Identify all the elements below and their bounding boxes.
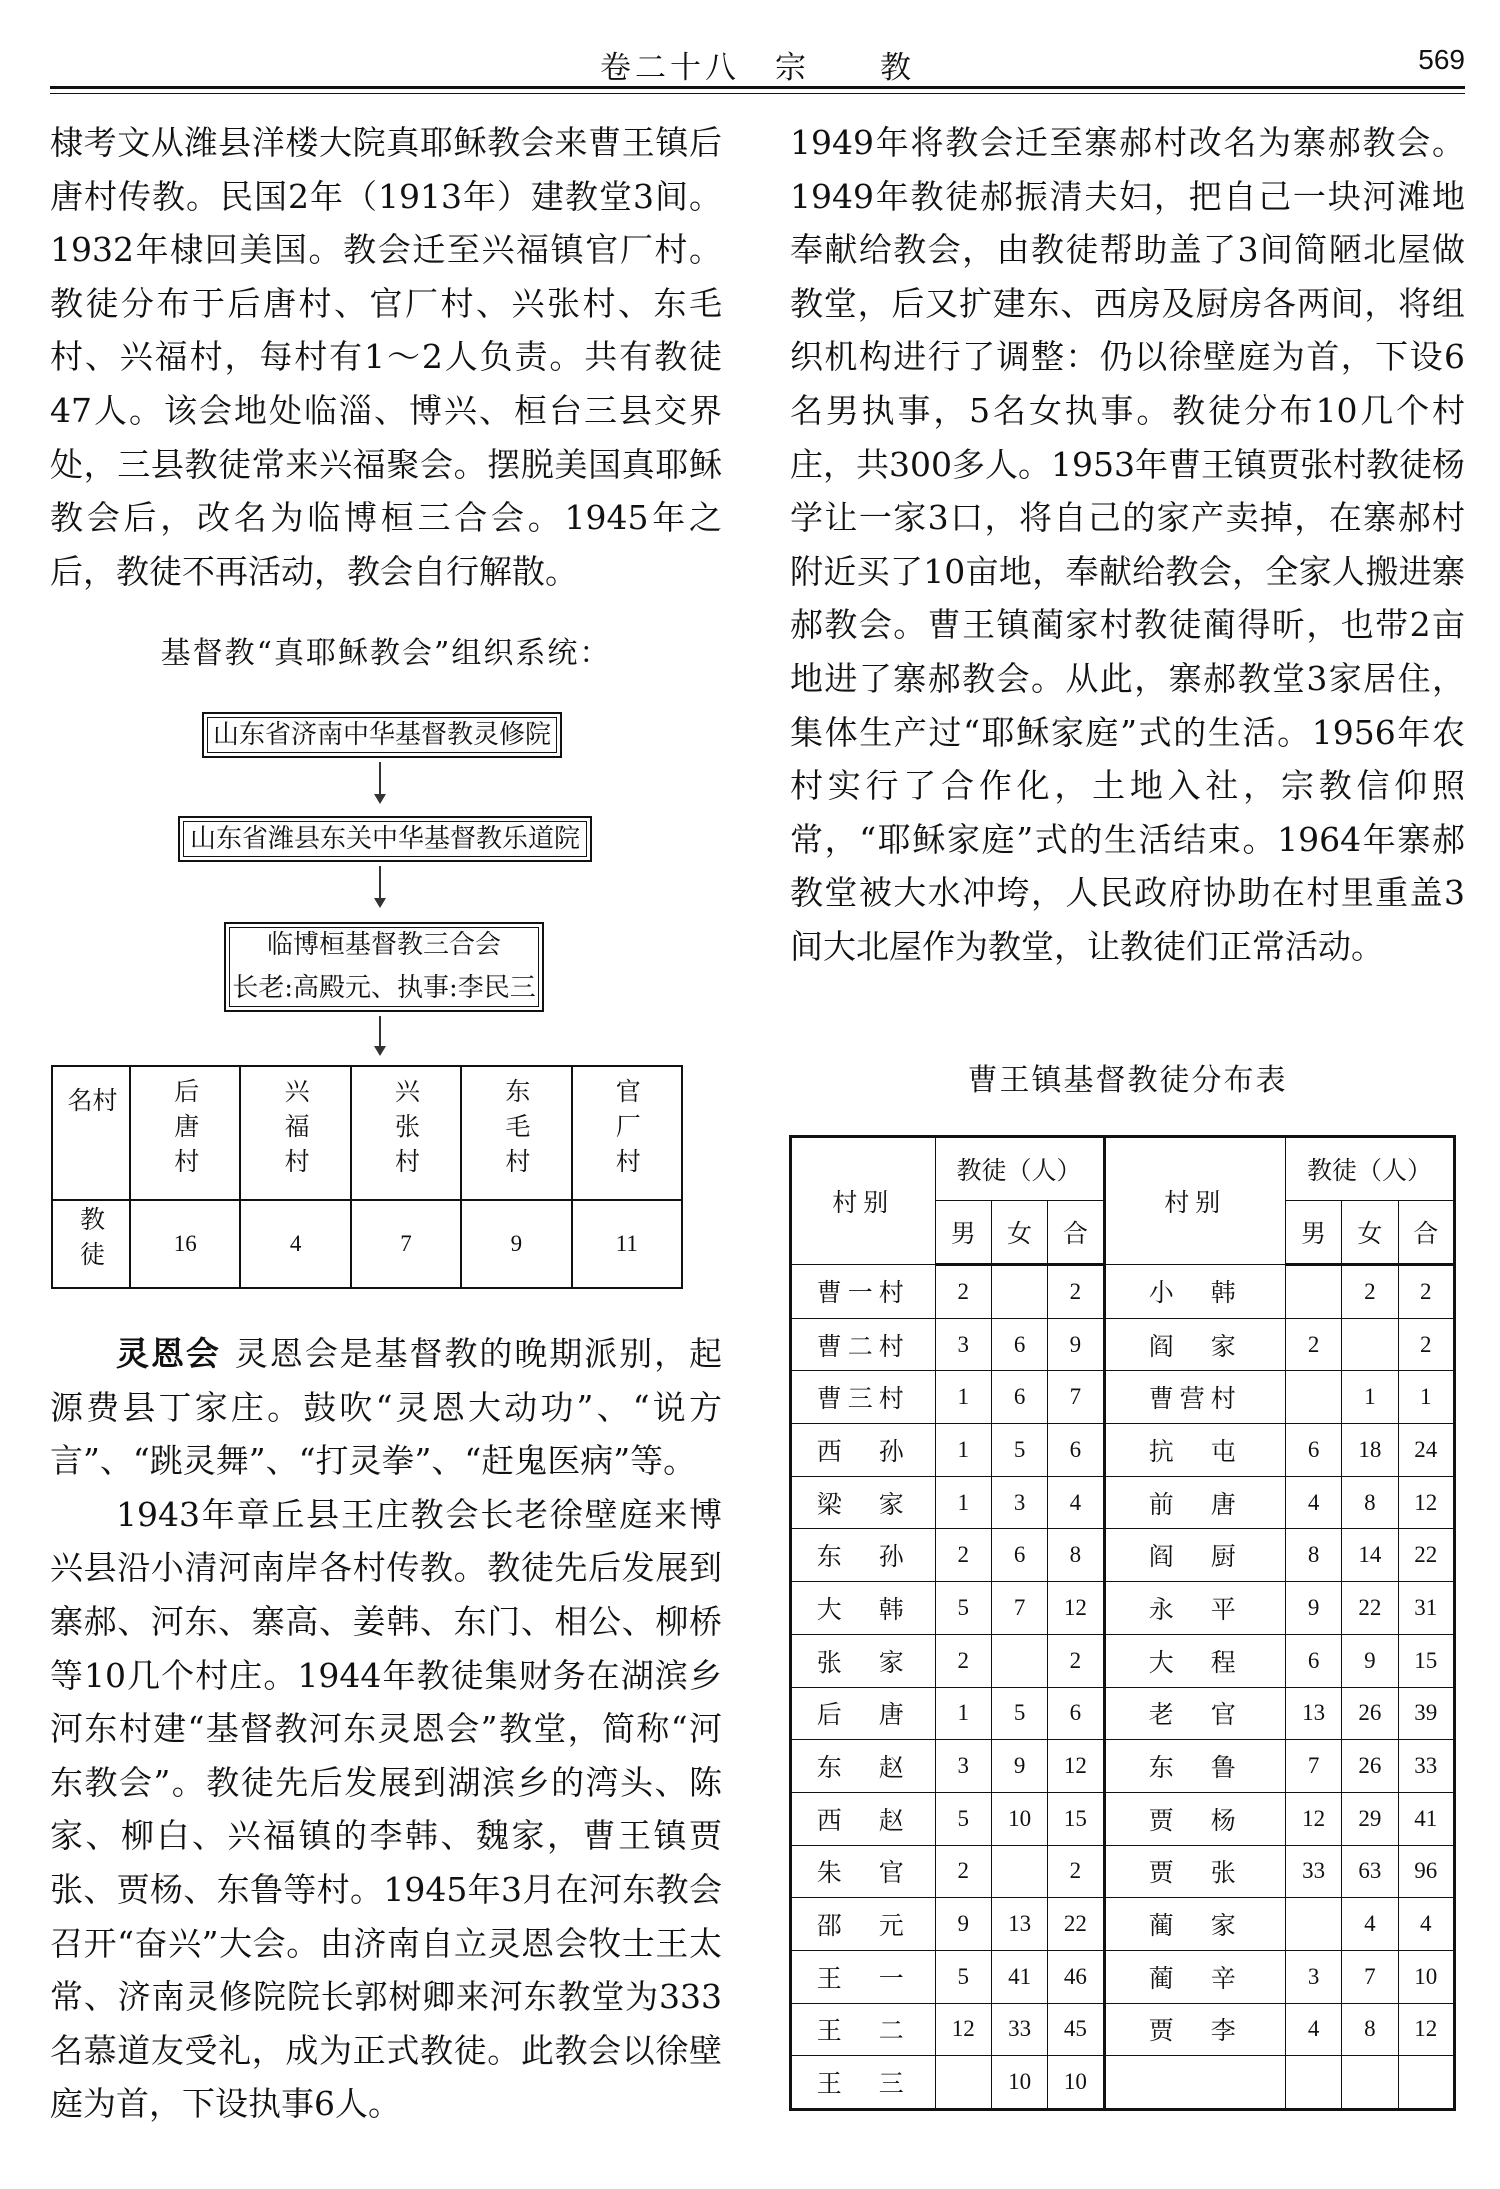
header-members: 教徒（人）: [935, 1137, 1104, 1201]
village-cell: 兴福村: [240, 1066, 350, 1200]
org-chart-caption: 基督教“真耶稣教会”组织系统：: [160, 636, 612, 671]
total-count-cell: [1398, 2056, 1454, 2110]
village-name-cell: 蔺 家: [1104, 1898, 1285, 1951]
female-count-cell: 1: [1342, 1371, 1398, 1424]
table-row: [791, 1582, 1455, 1635]
village-name-cell: 前 唐: [1104, 1476, 1285, 1529]
total-count-cell: 15: [1048, 1792, 1104, 1845]
paragraph-lingen-history: 1943年章丘县王庄教会长老徐壁庭来博兴县沿小清河南岸各村传教。教徒先后发展到寨郝、河东、寨高、姜韩、东门、相公、柳桥等10几个村庄。1944年教徒集财务在湖滨乡河东村建“基督教河东灵恩会”教堂，简称“河东教会”。教徒先后发展到湖滨乡的湾头、陈家、柳白、兴福镇的李韩、魏家，曹王镇贾张、贾杨、东鲁等村。1945年3月在河东教会召开“奋兴”大会。由济南自立灵恩会牧士王太常、济南灵修院院长郭树卿来河东教堂为333名慕道友受礼，成为正式教徒。此教会以徐壁庭为首，下设执事6人。: [50, 1494, 722, 2124]
male-count-cell: 5: [935, 1582, 991, 1635]
table-row: [52, 1066, 682, 1200]
paragraph-lingen-text: 灵恩会是基督教的晚期派别，起源费县丁家庄。鼓吹“灵恩大动功”、“说方言”、“跳灵舞”、“打灵拳”、“赶鬼医病”等。: [50, 1334, 722, 1481]
total-count-cell: 7: [1048, 1371, 1104, 1424]
female-count-cell: 10: [991, 2056, 1047, 2110]
total-count-cell: 2: [1048, 1265, 1104, 1319]
header-male: 男: [1285, 1201, 1341, 1265]
total-count-cell: 46: [1048, 1950, 1104, 2003]
male-count-cell: 9: [935, 1898, 991, 1951]
paragraph-lingen-intro: [50, 1327, 722, 1488]
table-row: [791, 1318, 1455, 1371]
female-count-cell: 6: [991, 1318, 1047, 1371]
table-row: [791, 1687, 1455, 1740]
male-count-cell: 1: [935, 1424, 991, 1477]
total-count-cell: 33: [1398, 1740, 1454, 1793]
distribution-table-body: [791, 1265, 1455, 2110]
total-count-cell: 12: [1398, 1476, 1454, 1529]
female-count-cell: 5: [991, 1687, 1047, 1740]
page-header: [50, 28, 1465, 92]
male-count-cell: [1285, 1898, 1341, 1951]
female-count-cell: 9: [1342, 1634, 1398, 1687]
village-name-cell: 曹三村: [791, 1371, 936, 1424]
male-count-cell: [1285, 2056, 1341, 2110]
org-box-jinan-seminary-label: 山东省济南中华基督教灵修院: [212, 720, 551, 750]
count-cell: 9: [461, 1200, 571, 1288]
male-count-cell: 3: [1285, 1950, 1341, 2003]
total-count-cell: 31: [1398, 1582, 1454, 1635]
total-count-cell: 2: [1048, 1845, 1104, 1898]
village-name-cell: 东 孙: [791, 1529, 936, 1582]
total-count-cell: 4: [1048, 1476, 1104, 1529]
female-count-cell: 6: [991, 1371, 1047, 1424]
village-name-cell: 大 韩: [791, 1582, 936, 1635]
total-count-cell: 8: [1048, 1529, 1104, 1582]
male-count-cell: 8: [1285, 1529, 1341, 1582]
female-count-cell: [1342, 2056, 1398, 2110]
down-arrow-icon: [379, 866, 381, 906]
male-count-cell: 1: [935, 1687, 991, 1740]
female-count-cell: 33: [991, 2003, 1047, 2056]
village-name-cell: 大 程: [1104, 1634, 1285, 1687]
village-cell: 东毛村: [461, 1066, 571, 1200]
female-count-cell: 22: [1342, 1582, 1398, 1635]
female-count-cell: 7: [1342, 1950, 1398, 2003]
header-female: 女: [1342, 1201, 1398, 1265]
village-name-cell: 抗 屯: [1104, 1424, 1285, 1477]
down-arrow-icon: [379, 1016, 381, 1054]
village-name-cell: 小 韩: [1104, 1265, 1285, 1319]
row-header-village: 村名: [52, 1066, 130, 1200]
total-count-cell: 6: [1048, 1687, 1104, 1740]
male-count-cell: 7: [1285, 1740, 1341, 1793]
header-rule-thick: [50, 86, 1465, 89]
female-count-cell: 26: [1342, 1687, 1398, 1740]
total-count-cell: 10: [1048, 2056, 1104, 2110]
section-lead-term: 灵恩会: [116, 1334, 221, 1373]
female-count-cell: [991, 1845, 1047, 1898]
total-count-cell: 45: [1048, 2003, 1104, 2056]
total-count-cell: 39: [1398, 1687, 1454, 1740]
female-count-cell: 9: [991, 1740, 1047, 1793]
male-count-cell: 2: [935, 1845, 991, 1898]
table-row: [791, 1476, 1455, 1529]
village-name-cell: [1104, 2056, 1285, 2110]
female-count-cell: 14: [1342, 1529, 1398, 1582]
header-members: 教徒（人）: [1285, 1137, 1454, 1201]
table-row: [791, 1265, 1455, 1319]
table-row: [791, 1792, 1455, 1845]
total-count-cell: 10: [1398, 1950, 1454, 2003]
village-name-cell: 永 平: [1104, 1582, 1285, 1635]
total-count-cell: 12: [1048, 1582, 1104, 1635]
male-count-cell: 3: [935, 1740, 991, 1793]
total-count-cell: 9: [1048, 1318, 1104, 1371]
village-name-cell: 朱 官: [791, 1845, 936, 1898]
village-name-cell: 阎 家: [1104, 1318, 1285, 1371]
header-rule-thin: [50, 93, 1465, 94]
table-row: [791, 2003, 1455, 2056]
table-row: [791, 1845, 1455, 1898]
village-name-cell: 西 赵: [791, 1792, 936, 1845]
total-count-cell: 41: [1398, 1792, 1454, 1845]
table-row: [791, 1740, 1455, 1793]
table-row: [791, 1529, 1455, 1582]
male-count-cell: 33: [1285, 1845, 1341, 1898]
village-name-cell: 梁 家: [791, 1476, 936, 1529]
female-count-cell: 26: [1342, 1740, 1398, 1793]
org-box-sanhe-church: [224, 922, 544, 1012]
org-box-weixian-mission: [178, 816, 592, 862]
table-row: [791, 1371, 1455, 1424]
female-count-cell: 4: [1342, 1898, 1398, 1951]
left-column-bottom: [50, 1327, 722, 2131]
village-name-cell: 王 二: [791, 2003, 936, 2056]
total-count-cell: 22: [1398, 1529, 1454, 1582]
org-box-sanhe-leaders: 长老:高殿元、执事:李民三: [232, 973, 536, 1003]
male-count-cell: 6: [1285, 1634, 1341, 1687]
male-count-cell: 2: [935, 1634, 991, 1687]
male-count-cell: 4: [1285, 2003, 1341, 2056]
page-number: 569: [1418, 44, 1465, 75]
table-row: [791, 2056, 1455, 2110]
village-name-cell: 贾 张: [1104, 1845, 1285, 1898]
male-count-cell: 9: [1285, 1582, 1341, 1635]
male-count-cell: 4: [1285, 1476, 1341, 1529]
count-cell: 4: [240, 1200, 350, 1288]
header-male: 男: [935, 1201, 991, 1265]
total-count-cell: 2: [1398, 1318, 1454, 1371]
section-title: 卷二十八 宗 教: [600, 50, 915, 86]
table-row: [791, 1950, 1455, 2003]
right-column-text: [790, 116, 1465, 974]
village-name-cell: 王 一: [791, 1950, 936, 2003]
village-name-cell: 贾 杨: [1104, 1792, 1285, 1845]
village-name-cell: 老 官: [1104, 1687, 1285, 1740]
male-count-cell: 5: [935, 1792, 991, 1845]
total-count-cell: 6: [1048, 1424, 1104, 1477]
village-name-cell: 东 赵: [791, 1740, 936, 1793]
village-cell: 官厂村: [572, 1066, 682, 1200]
total-count-cell: 22: [1048, 1898, 1104, 1951]
left-column-top: [50, 116, 722, 598]
org-box-jinan-seminary: [202, 712, 562, 758]
female-count-cell: 29: [1342, 1792, 1398, 1845]
table-row: [791, 1634, 1455, 1687]
village-name-cell: 曹一村: [791, 1265, 936, 1319]
village-name-cell: 曹二村: [791, 1318, 936, 1371]
female-count-cell: 7: [991, 1582, 1047, 1635]
count-cell: 16: [130, 1200, 240, 1288]
village-member-table: [51, 1065, 683, 1289]
count-cell: 7: [351, 1200, 461, 1288]
table-row: [791, 1424, 1455, 1477]
male-count-cell: 12: [935, 2003, 991, 2056]
male-count-cell: 2: [935, 1529, 991, 1582]
female-count-cell: [1342, 1318, 1398, 1371]
female-count-cell: 8: [1342, 2003, 1398, 2056]
total-count-cell: 96: [1398, 1845, 1454, 1898]
org-box-weixian-mission-label: 山东省潍县东关中华基督教乐道院: [189, 824, 580, 854]
male-count-cell: [935, 2056, 991, 2110]
female-count-cell: 2: [1342, 1265, 1398, 1319]
table-row: [791, 1898, 1455, 1951]
male-count-cell: 2: [935, 1265, 991, 1319]
header-village: 村别: [1104, 1137, 1285, 1265]
female-count-cell: 5: [991, 1424, 1047, 1477]
village-cell: 兴张村: [351, 1066, 461, 1200]
village-name-cell: 西 孙: [791, 1424, 936, 1477]
male-count-cell: [1285, 1265, 1341, 1319]
male-count-cell: 2: [1285, 1318, 1341, 1371]
female-count-cell: 3: [991, 1476, 1047, 1529]
total-count-cell: 2: [1048, 1634, 1104, 1687]
header-village: 村别: [791, 1137, 936, 1265]
male-count-cell: [1285, 1371, 1341, 1424]
village-name-cell: 蔺 辛: [1104, 1950, 1285, 2003]
paragraph-zhaihao-church: 1949年将教会迁至寨郝村改名为寨郝教会。1949年教徒郝振清夫妇，把自己一块河滩地奉献给教会，由教徒帮助盖了3间简陋北屋做教堂，后又扩建东、西房及厨房各两间，将组织机构进行了调整：仍以徐壁庭为首，下设6名男执事，5名女执事。教徒分布10几个村庄，共300多人。1953年曹王镇贾张村教徒杨学让一家3口，将自己的家产卖掉，在寨郝村附近买了10亩地，奉献给教会，全家人搬进寨郝教会。曹王镇蔺家村教徒蔺得昕，也带2亩地进了寨郝教会。从此，寨郝教堂3家居住，集体生产过“耶稣家庭”式的生活。1956年农村实行了合作化，土地入社，宗教信仰照常，“耶稣家庭”式的生活结束。1964年寨郝教堂被大水冲垮，人民政府协助在村里重盖3间大北屋作为教堂，让教徒们正常活动。: [790, 123, 1465, 966]
male-count-cell: 5: [935, 1950, 991, 2003]
total-count-cell: 12: [1048, 1740, 1104, 1793]
table-row: [52, 1200, 682, 1288]
village-name-cell: 张 家: [791, 1634, 936, 1687]
female-count-cell: 18: [1342, 1424, 1398, 1477]
village-name-cell: 后 唐: [791, 1687, 936, 1740]
total-count-cell: 24: [1398, 1424, 1454, 1477]
row-header-count: 教徒: [52, 1200, 130, 1288]
village-name-cell: 邵 元: [791, 1898, 936, 1951]
village-name-cell: 东 鲁: [1104, 1740, 1285, 1793]
female-count-cell: [991, 1634, 1047, 1687]
female-count-cell: 41: [991, 1950, 1047, 2003]
header-female: 女: [991, 1201, 1047, 1265]
female-count-cell: 8: [1342, 1476, 1398, 1529]
village-name-cell: 贾 李: [1104, 2003, 1285, 2056]
male-count-cell: 3: [935, 1318, 991, 1371]
village-name-cell: 王 三: [791, 2056, 936, 2110]
female-count-cell: 13: [991, 1898, 1047, 1951]
male-count-cell: 1: [935, 1476, 991, 1529]
header-total: 合: [1048, 1201, 1104, 1265]
female-count-cell: 6: [991, 1529, 1047, 1582]
male-count-cell: 12: [1285, 1792, 1341, 1845]
distribution-table-caption: 曹王镇基督教徒分布表: [967, 1063, 1288, 1098]
total-count-cell: 15: [1398, 1634, 1454, 1687]
down-arrow-icon: [379, 762, 381, 802]
female-count-cell: 63: [1342, 1845, 1398, 1898]
male-count-cell: 13: [1285, 1687, 1341, 1740]
total-count-cell: 2: [1398, 1265, 1454, 1319]
total-count-cell: 1: [1398, 1371, 1454, 1424]
count-cell: 11: [572, 1200, 682, 1288]
total-count-cell: 4: [1398, 1898, 1454, 1951]
male-count-cell: 1: [935, 1371, 991, 1424]
distribution-table: [789, 1135, 1456, 2111]
village-name-cell: 曹营村: [1104, 1371, 1285, 1424]
village-name-cell: 阎 厨: [1104, 1529, 1285, 1582]
female-count-cell: [991, 1265, 1047, 1319]
village-cell: 后唐村: [130, 1066, 240, 1200]
total-count-cell: 12: [1398, 2003, 1454, 2056]
male-count-cell: 6: [1285, 1424, 1341, 1477]
org-box-sanhe-title: 临博桓基督教三合会: [266, 930, 501, 960]
header-total: 合: [1398, 1201, 1454, 1265]
table-header-row: [791, 1137, 1455, 1201]
paragraph-true-jesus-church: 棣考文从潍县洋楼大院真耶稣教会来曹王镇后唐村传教。民国2年（1913年）建教堂3间。1932年棣回美国。教会迁至兴福镇官厂村。教徒分布于后唐村、官厂村、兴张村、东毛村、兴福村，每村有1～2人负责。共有教徒47人。该会地处临淄、博兴、桓台三县交界处，三县教徒常来兴福聚会。摆脱美国真耶稣教会后，改名为临博桓三合会。1945年之后，教徒不再活动，教会自行解散。: [50, 123, 722, 591]
female-count-cell: 10: [991, 1792, 1047, 1845]
